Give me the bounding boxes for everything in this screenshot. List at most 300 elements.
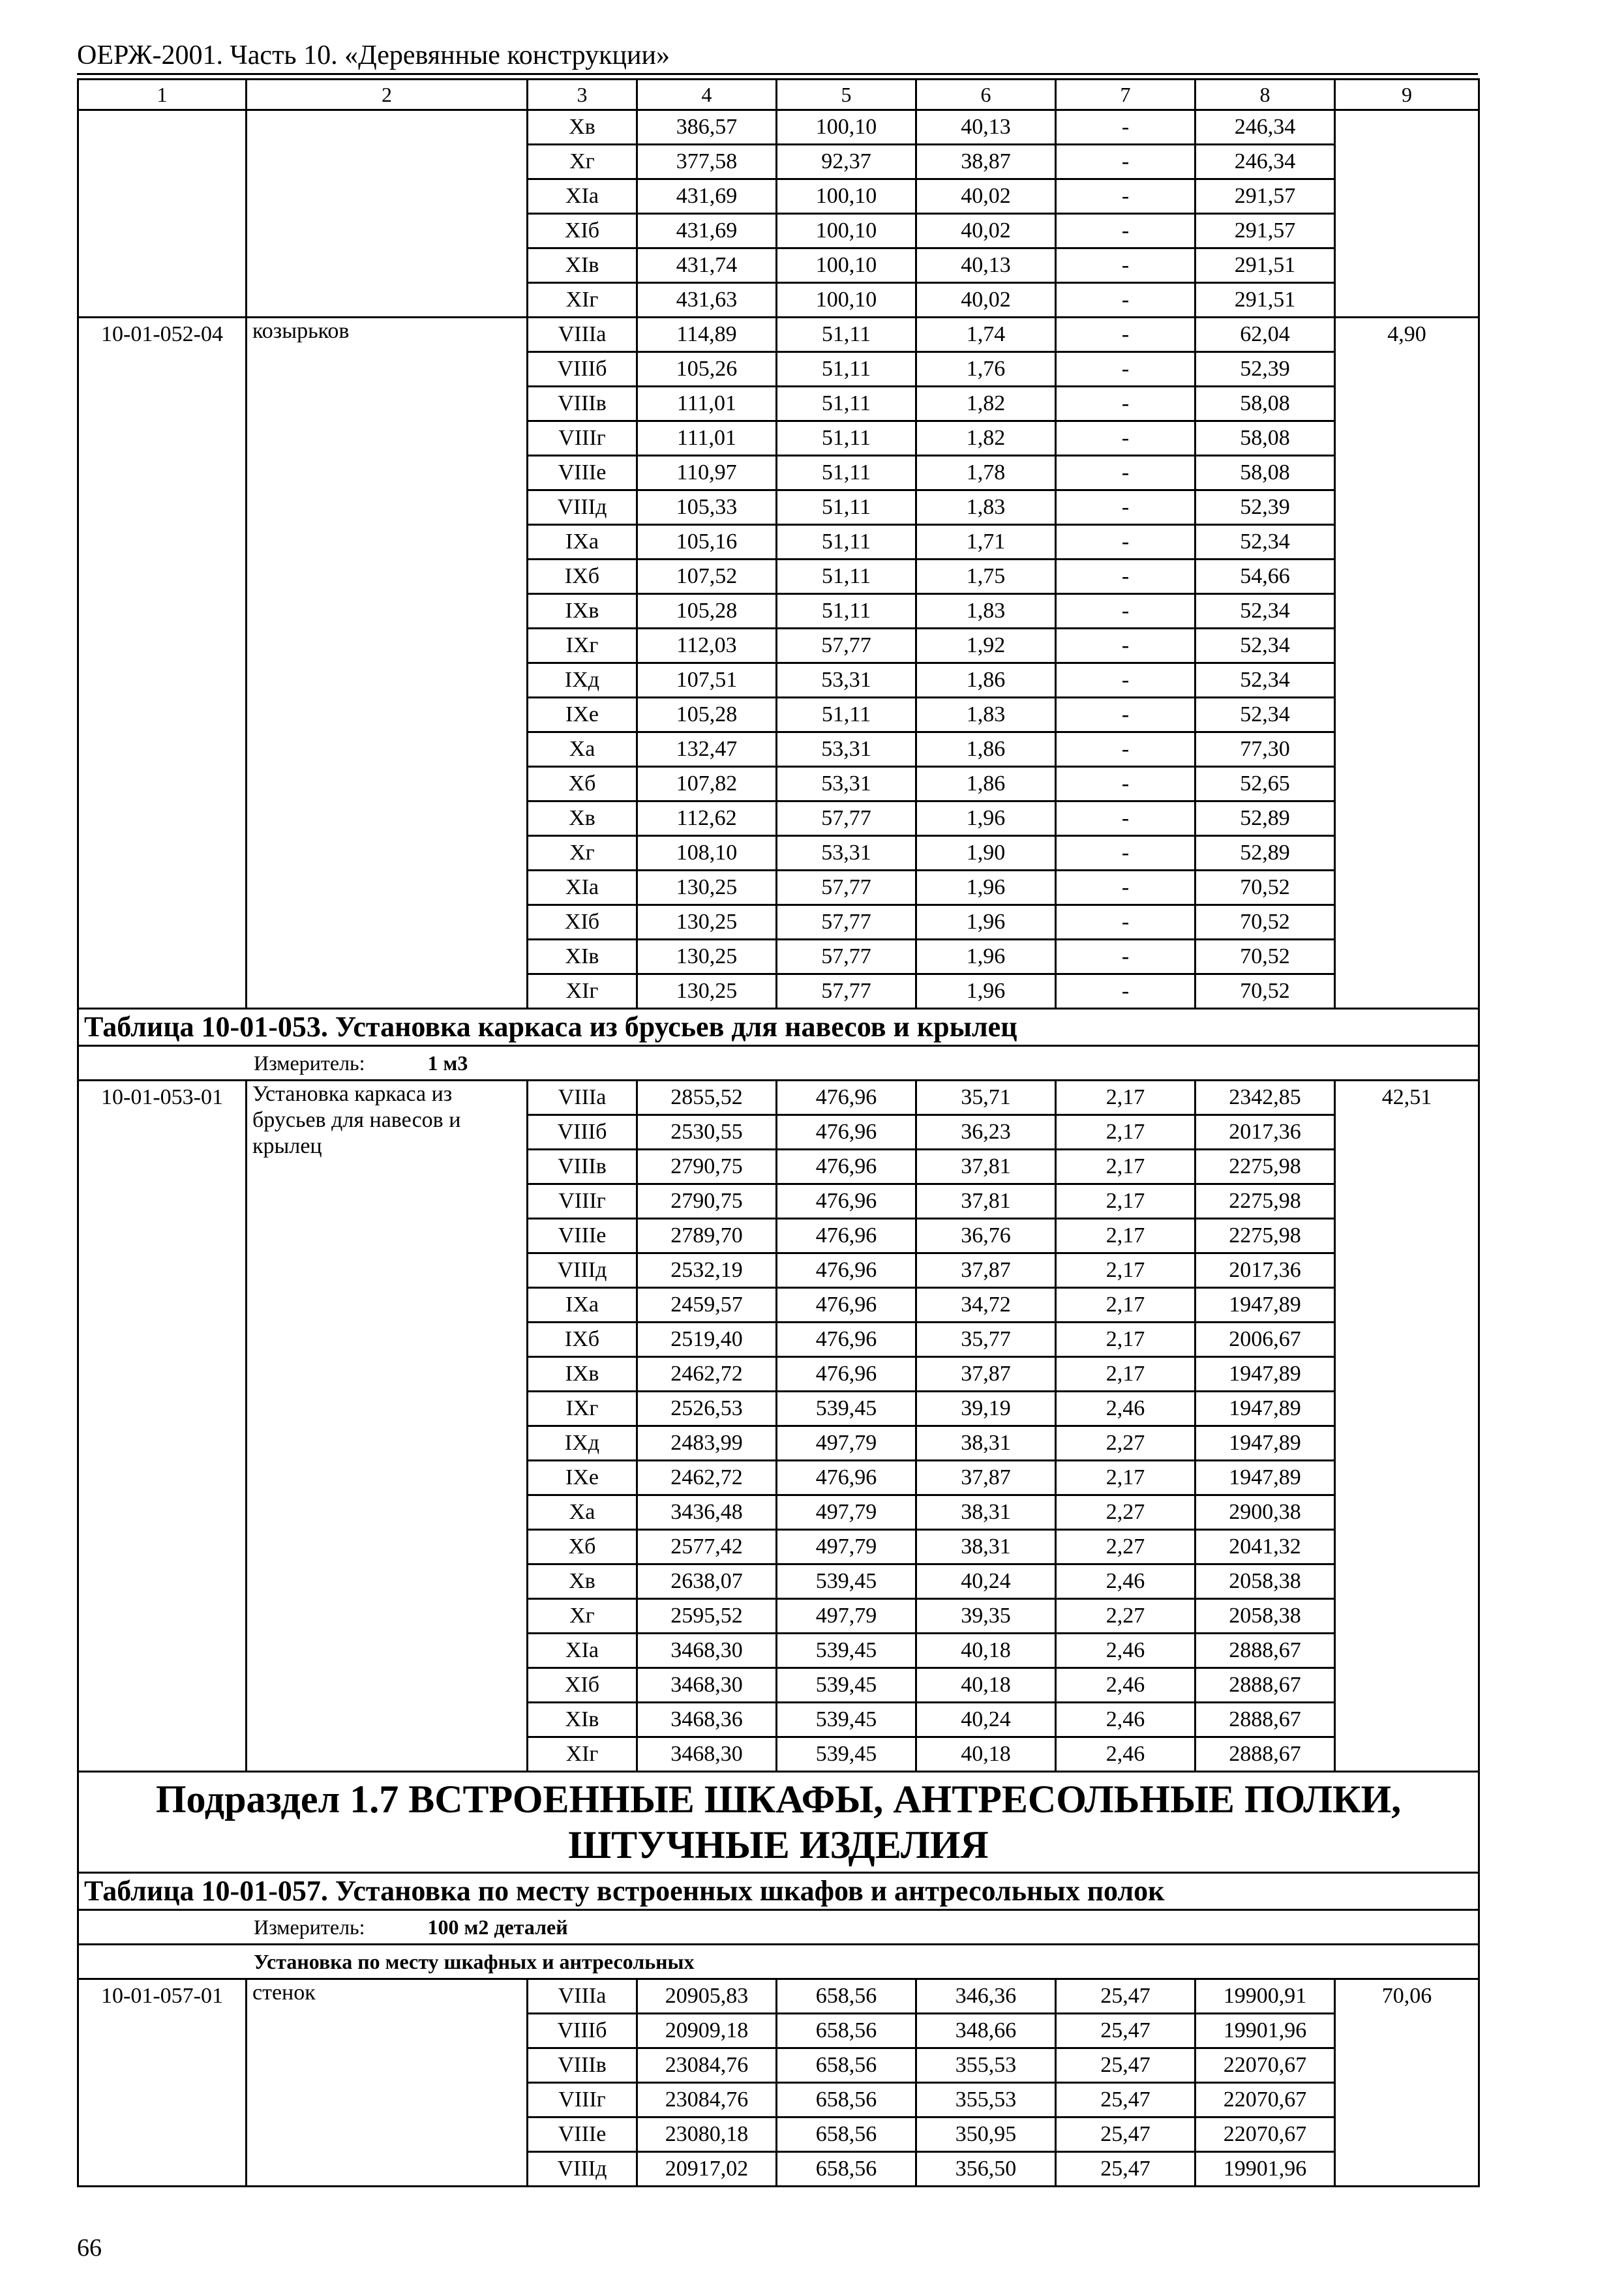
unit-label: Измеритель: (254, 1915, 365, 1939)
row-cell-8: 77,30 (1195, 732, 1335, 767)
row-cell-3: VIIIг (528, 421, 637, 456)
row-cell-5: 51,11 (777, 594, 916, 629)
row-cell-8: 58,08 (1195, 421, 1335, 456)
row-cell-3: Xг (528, 1599, 637, 1634)
row-cell-8: 2058,38 (1195, 1564, 1335, 1599)
row-cell-5: 658,56 (777, 2083, 916, 2117)
row-cell-8: 1947,89 (1195, 1426, 1335, 1461)
row-cell-5: 539,45 (777, 1703, 916, 1737)
row-cell-3: VIIIб (528, 2014, 637, 2048)
row-cell-7: 25,47 (1056, 2014, 1195, 2048)
row-cell-4: 130,25 (637, 940, 777, 974)
column-number: 8 (1195, 80, 1335, 110)
row-cell-5: 100,10 (777, 283, 916, 318)
row-cell-3: Xа (528, 732, 637, 767)
column-number: 5 (777, 80, 916, 110)
group-label-row (78, 1945, 1479, 1979)
row-cell-5: 57,77 (777, 801, 916, 836)
table-title: Таблица 10-01-057. Установка по месту встроенных шкафов и антресольных полок (84, 1875, 1165, 1907)
row-cell-5: 57,77 (777, 905, 916, 940)
row-cell-4: 130,25 (637, 871, 777, 905)
row-cell-5: 53,31 (777, 732, 916, 767)
work-name: козырьков (247, 318, 528, 1009)
row-cell-8: 2006,67 (1195, 1323, 1335, 1357)
row-cell-7: 2,27 (1056, 1495, 1195, 1530)
table-title-row-cell (78, 1009, 1479, 1046)
row-cell-3: IXг (528, 629, 637, 663)
table-row (78, 110, 1479, 145)
row-cell-3: XIб (528, 905, 637, 940)
work-name (247, 110, 528, 318)
row-cell-6: 38,31 (916, 1530, 1056, 1564)
row-cell-3: Xб (528, 767, 637, 801)
row-cell-6: 40,02 (916, 214, 1056, 248)
row-cell-5: 51,11 (777, 560, 916, 594)
row-cell-4: 20909,18 (637, 2014, 777, 2048)
row-cell-7: 2,17 (1056, 1288, 1195, 1323)
unit-value: 1 м3 (427, 1051, 468, 1075)
row-cell-5: 539,45 (777, 1737, 916, 1772)
row-cell-7: - (1056, 145, 1195, 179)
row-cell-6: 1,92 (916, 629, 1056, 663)
row-cell-6: 34,72 (916, 1288, 1056, 1323)
labor-index: 4,90 (1335, 318, 1479, 1009)
row-cell-4: 107,52 (637, 560, 777, 594)
row-cell-6: 37,81 (916, 1184, 1056, 1219)
row-cell-3: VIIIв (528, 1150, 637, 1184)
row-cell-5: 476,96 (777, 1357, 916, 1392)
row-cell-6: 348,66 (916, 2014, 1056, 2048)
row-cell-8: 2058,38 (1195, 1599, 1335, 1634)
row-cell-3: Xг (528, 145, 637, 179)
row-cell-8: 2888,67 (1195, 1703, 1335, 1737)
row-cell-4: 377,58 (637, 145, 777, 179)
row-cell-6: 37,87 (916, 1357, 1056, 1392)
row-cell-8: 1947,89 (1195, 1461, 1335, 1495)
row-cell-5: 497,79 (777, 1426, 916, 1461)
table-title-row (78, 1009, 1479, 1046)
row-cell-6: 1,96 (916, 940, 1056, 974)
table-row (78, 1979, 1479, 2014)
row-cell-3: VIIIа (528, 318, 637, 352)
row-cell-5: 100,10 (777, 110, 916, 145)
row-cell-5: 57,77 (777, 940, 916, 974)
row-cell-4: 2855,52 (637, 1081, 777, 1115)
row-cell-4: 2638,07 (637, 1564, 777, 1599)
row-cell-3: XIг (528, 1737, 637, 1772)
row-cell-7: 2,17 (1056, 1461, 1195, 1495)
row-cell-7: - (1056, 421, 1195, 456)
row-cell-8: 2900,38 (1195, 1495, 1335, 1530)
row-cell-3: Xб (528, 1530, 637, 1564)
row-cell-8: 2275,98 (1195, 1150, 1335, 1184)
row-cell-4: 20905,83 (637, 1979, 777, 2014)
rates-table (77, 78, 1480, 2187)
row-cell-8: 52,34 (1195, 525, 1335, 560)
column-numbers-row (78, 80, 1479, 110)
row-cell-7: 25,47 (1056, 2152, 1195, 2187)
column-number: 9 (1335, 80, 1479, 110)
row-cell-7: 2,17 (1056, 1323, 1195, 1357)
unit-value: 100 м2 деталей (427, 1915, 568, 1939)
table-row (78, 318, 1479, 352)
row-cell-8: 291,51 (1195, 248, 1335, 283)
row-cell-4: 3468,30 (637, 1668, 777, 1703)
column-number: 2 (247, 80, 528, 110)
row-cell-7: 2,27 (1056, 1426, 1195, 1461)
row-cell-7: - (1056, 905, 1195, 940)
row-cell-8: 52,39 (1195, 352, 1335, 387)
row-cell-3: IXб (528, 560, 637, 594)
row-cell-5: 53,31 (777, 836, 916, 871)
row-cell-5: 476,96 (777, 1115, 916, 1150)
row-cell-6: 1,78 (916, 456, 1056, 490)
row-cell-3: VIIIе (528, 456, 637, 490)
row-cell-4: 431,69 (637, 179, 777, 214)
row-cell-7: - (1056, 698, 1195, 732)
group-label: Установка по месту шкафных и антресольных (254, 1950, 695, 1973)
row-cell-6: 35,71 (916, 1081, 1056, 1115)
row-cell-4: 23084,76 (637, 2083, 777, 2117)
row-cell-5: 53,31 (777, 663, 916, 698)
row-cell-6: 1,96 (916, 905, 1056, 940)
row-cell-7: - (1056, 836, 1195, 871)
row-cell-7: 25,47 (1056, 2117, 1195, 2152)
row-cell-4: 3436,48 (637, 1495, 777, 1530)
row-cell-8: 54,66 (1195, 560, 1335, 594)
row-cell-6: 1,83 (916, 594, 1056, 629)
table-title: Таблица 10-01-053. Установка каркаса из брусьев для навесов и крылец (84, 1011, 1017, 1043)
row-cell-6: 1,96 (916, 871, 1056, 905)
row-cell-7: 2,27 (1056, 1599, 1195, 1634)
row-cell-6: 40,18 (916, 1737, 1056, 1772)
row-cell-7: - (1056, 318, 1195, 352)
row-cell-7: - (1056, 940, 1195, 974)
row-cell-6: 1,82 (916, 421, 1056, 456)
column-number: 4 (637, 80, 777, 110)
row-cell-6: 36,76 (916, 1219, 1056, 1253)
row-cell-8: 70,52 (1195, 940, 1335, 974)
row-cell-5: 476,96 (777, 1288, 916, 1323)
row-cell-5: 658,56 (777, 2048, 916, 2083)
row-cell-7: - (1056, 663, 1195, 698)
row-cell-5: 100,10 (777, 179, 916, 214)
row-cell-5: 539,45 (777, 1392, 916, 1426)
row-cell-7: - (1056, 283, 1195, 318)
row-cell-5: 497,79 (777, 1530, 916, 1564)
row-cell-6: 38,87 (916, 145, 1056, 179)
row-cell-4: 114,89 (637, 318, 777, 352)
row-cell-4: 132,47 (637, 732, 777, 767)
row-cell-3: VIIIд (528, 1253, 637, 1288)
row-cell-6: 40,24 (916, 1703, 1056, 1737)
row-cell-5: 51,11 (777, 387, 916, 421)
row-cell-6: 37,81 (916, 1150, 1056, 1184)
row-cell-8: 291,51 (1195, 283, 1335, 318)
row-cell-6: 350,95 (916, 2117, 1056, 2152)
rate-code: 10-01-057-01 (78, 1979, 247, 2187)
row-cell-7: - (1056, 387, 1195, 421)
row-cell-4: 108,10 (637, 836, 777, 871)
row-cell-8: 1947,89 (1195, 1357, 1335, 1392)
row-cell-3: XIб (528, 214, 637, 248)
column-number: 3 (528, 80, 637, 110)
row-cell-4: 431,74 (637, 248, 777, 283)
row-cell-4: 2530,55 (637, 1115, 777, 1150)
row-cell-7: 2,17 (1056, 1357, 1195, 1392)
row-cell-7: - (1056, 179, 1195, 214)
row-cell-7: 2,17 (1056, 1253, 1195, 1288)
table-body (78, 80, 1479, 2187)
row-cell-8: 52,34 (1195, 594, 1335, 629)
row-cell-4: 2519,40 (637, 1323, 777, 1357)
row-cell-3: XIг (528, 974, 637, 1009)
row-cell-3: IXе (528, 698, 637, 732)
row-cell-7: - (1056, 560, 1195, 594)
row-cell-8: 52,34 (1195, 629, 1335, 663)
row-cell-5: 476,96 (777, 1461, 916, 1495)
row-cell-3: IXе (528, 1461, 637, 1495)
row-cell-7: - (1056, 594, 1195, 629)
row-cell-7: 2,46 (1056, 1737, 1195, 1772)
row-cell-4: 105,28 (637, 594, 777, 629)
row-cell-8: 2888,67 (1195, 1634, 1335, 1668)
row-cell-6: 346,36 (916, 1979, 1056, 2014)
subsection-title-row-cell (78, 1772, 1479, 1873)
row-cell-7: 2,17 (1056, 1219, 1195, 1253)
row-cell-4: 2462,72 (637, 1357, 777, 1392)
row-cell-4: 105,16 (637, 525, 777, 560)
row-cell-8: 58,08 (1195, 456, 1335, 490)
row-cell-6: 356,50 (916, 2152, 1056, 2187)
row-cell-3: VIIIг (528, 1184, 637, 1219)
row-cell-7: - (1056, 525, 1195, 560)
row-cell-8: 2888,67 (1195, 1668, 1335, 1703)
row-cell-3: XIв (528, 940, 637, 974)
row-cell-8: 19901,96 (1195, 2152, 1335, 2187)
row-cell-8: 2275,98 (1195, 1184, 1335, 1219)
row-cell-4: 112,62 (637, 801, 777, 836)
row-cell-4: 20917,02 (637, 2152, 777, 2187)
row-cell-3: IXд (528, 663, 637, 698)
column-number: 1 (78, 80, 247, 110)
row-cell-5: 658,56 (777, 2014, 916, 2048)
row-cell-7: - (1056, 490, 1195, 525)
row-cell-6: 1,86 (916, 767, 1056, 801)
row-cell-6: 1,96 (916, 974, 1056, 1009)
unit-row (78, 1910, 1479, 1945)
row-cell-5: 51,11 (777, 490, 916, 525)
row-cell-6: 37,87 (916, 1461, 1056, 1495)
row-cell-8: 70,52 (1195, 974, 1335, 1009)
row-cell-4: 105,28 (637, 698, 777, 732)
row-cell-4: 23080,18 (637, 2117, 777, 2152)
row-cell-3: XIа (528, 871, 637, 905)
unit-row-cell (78, 1910, 1479, 1945)
row-cell-8: 22070,67 (1195, 2048, 1335, 2083)
row-cell-8: 58,08 (1195, 387, 1335, 421)
row-cell-4: 107,51 (637, 663, 777, 698)
row-cell-7: 2,27 (1056, 1530, 1195, 1564)
row-cell-8: 1947,89 (1195, 1288, 1335, 1323)
row-cell-5: 476,96 (777, 1253, 916, 1288)
row-cell-6: 1,71 (916, 525, 1056, 560)
row-cell-6: 1,74 (916, 318, 1056, 352)
row-cell-8: 1947,89 (1195, 1392, 1335, 1426)
row-cell-3: XIа (528, 1634, 637, 1668)
row-cell-7: 2,46 (1056, 1392, 1195, 1426)
row-cell-4: 2526,53 (637, 1392, 777, 1426)
page-number: 66 (77, 2234, 102, 2262)
row-cell-7: 25,47 (1056, 1979, 1195, 2014)
row-cell-6: 36,23 (916, 1115, 1056, 1150)
row-cell-7: - (1056, 871, 1195, 905)
row-cell-8: 22070,67 (1195, 2117, 1335, 2152)
row-cell-6: 37,87 (916, 1253, 1056, 1288)
row-cell-3: IXд (528, 1426, 637, 1461)
row-cell-7: - (1056, 110, 1195, 145)
row-cell-5: 100,10 (777, 214, 916, 248)
row-cell-4: 111,01 (637, 421, 777, 456)
row-cell-4: 3468,30 (637, 1634, 777, 1668)
row-cell-3: VIIIа (528, 1979, 637, 2014)
labor-index: 42,51 (1335, 1081, 1479, 1772)
row-cell-3: IXб (528, 1323, 637, 1357)
row-cell-4: 105,33 (637, 490, 777, 525)
rate-code: 10-01-053-01 (78, 1081, 247, 1772)
row-cell-4: 2483,99 (637, 1426, 777, 1461)
row-cell-7: 2,17 (1056, 1184, 1195, 1219)
row-cell-4: 2532,19 (637, 1253, 777, 1288)
row-cell-3: Xв (528, 110, 637, 145)
row-cell-8: 52,34 (1195, 698, 1335, 732)
row-cell-6: 1,83 (916, 698, 1056, 732)
row-cell-3: Xв (528, 801, 637, 836)
row-cell-4: 2462,72 (637, 1461, 777, 1495)
row-cell-7: 2,17 (1056, 1150, 1195, 1184)
row-cell-5: 51,11 (777, 698, 916, 732)
row-cell-6: 40,13 (916, 248, 1056, 283)
unit-row-cell (78, 1046, 1479, 1081)
row-cell-3: VIIIв (528, 387, 637, 421)
row-cell-4: 431,69 (637, 214, 777, 248)
row-cell-7: - (1056, 248, 1195, 283)
row-cell-8: 52,89 (1195, 836, 1335, 871)
row-cell-8: 2342,85 (1195, 1081, 1335, 1115)
row-cell-6: 1,96 (916, 801, 1056, 836)
row-cell-6: 40,18 (916, 1668, 1056, 1703)
work-name: Установка каркаса из брусьев для навесов и крылец (247, 1081, 528, 1772)
row-cell-3: VIIIб (528, 352, 637, 387)
row-cell-4: 2595,52 (637, 1599, 777, 1634)
row-cell-5: 51,11 (777, 456, 916, 490)
row-cell-4: 386,57 (637, 110, 777, 145)
row-cell-4: 2790,75 (637, 1184, 777, 1219)
row-cell-7: - (1056, 732, 1195, 767)
row-cell-3: XIа (528, 179, 637, 214)
row-cell-5: 51,11 (777, 525, 916, 560)
row-cell-5: 476,96 (777, 1150, 916, 1184)
row-cell-8: 52,65 (1195, 767, 1335, 801)
row-cell-7: 2,46 (1056, 1703, 1195, 1737)
row-cell-6: 355,53 (916, 2048, 1056, 2083)
row-cell-6: 1,86 (916, 663, 1056, 698)
row-cell-8: 52,89 (1195, 801, 1335, 836)
row-cell-5: 51,11 (777, 318, 916, 352)
row-cell-5: 51,11 (777, 352, 916, 387)
row-cell-4: 130,25 (637, 974, 777, 1009)
row-cell-3: VIIIв (528, 2048, 637, 2083)
row-cell-5: 476,96 (777, 1184, 916, 1219)
row-cell-8: 2275,98 (1195, 1219, 1335, 1253)
row-cell-6: 38,31 (916, 1426, 1056, 1461)
row-cell-5: 497,79 (777, 1599, 916, 1634)
row-cell-3: IXа (528, 525, 637, 560)
labor-index: 70,06 (1335, 1979, 1479, 2187)
table-title-row-cell (78, 1873, 1479, 1910)
row-cell-5: 476,96 (777, 1323, 916, 1357)
row-cell-6: 1,82 (916, 387, 1056, 421)
row-cell-3: VIIIе (528, 1219, 637, 1253)
row-cell-8: 291,57 (1195, 214, 1335, 248)
row-cell-6: 35,77 (916, 1323, 1056, 1357)
page-header: ОЕРЖ-2001. Часть 10. «Деревянные конструкции» (77, 40, 670, 70)
row-cell-6: 1,86 (916, 732, 1056, 767)
row-cell-8: 52,39 (1195, 490, 1335, 525)
row-cell-5: 92,37 (777, 145, 916, 179)
row-cell-5: 539,45 (777, 1634, 916, 1668)
row-cell-7: - (1056, 629, 1195, 663)
row-cell-3: IXв (528, 594, 637, 629)
row-cell-6: 1,90 (916, 836, 1056, 871)
row-cell-8: 2041,32 (1195, 1530, 1335, 1564)
row-cell-6: 38,31 (916, 1495, 1056, 1530)
row-cell-3: IXг (528, 1392, 637, 1426)
row-cell-6: 1,75 (916, 560, 1056, 594)
row-cell-6: 40,13 (916, 110, 1056, 145)
row-cell-5: 476,96 (777, 1219, 916, 1253)
unit-label: Измеритель: (254, 1051, 365, 1075)
row-cell-4: 2459,57 (637, 1288, 777, 1323)
row-cell-7: 25,47 (1056, 2048, 1195, 2083)
row-cell-5: 658,56 (777, 2117, 916, 2152)
row-cell-5: 539,45 (777, 1668, 916, 1703)
row-cell-8: 246,34 (1195, 145, 1335, 179)
work-name: стенок (247, 1979, 528, 2187)
row-cell-8: 246,34 (1195, 110, 1335, 145)
row-cell-4: 110,97 (637, 456, 777, 490)
row-cell-4: 2790,75 (637, 1150, 777, 1184)
subsection-title-row (78, 1772, 1479, 1873)
row-cell-8: 19900,91 (1195, 1979, 1335, 2014)
table-row (78, 1081, 1479, 1115)
row-cell-3: VIIIд (528, 2152, 637, 2187)
row-cell-3: XIб (528, 1668, 637, 1703)
row-cell-7: 2,17 (1056, 1081, 1195, 1115)
row-cell-5: 497,79 (777, 1495, 916, 1530)
rate-code: 10-01-052-04 (78, 318, 247, 1009)
row-cell-3: IXв (528, 1357, 637, 1392)
row-cell-8: 70,52 (1195, 905, 1335, 940)
row-cell-3: VIIIб (528, 1115, 637, 1150)
row-cell-6: 40,24 (916, 1564, 1056, 1599)
row-cell-6: 40,18 (916, 1634, 1056, 1668)
row-cell-7: - (1056, 456, 1195, 490)
column-number: 7 (1056, 80, 1195, 110)
row-cell-8: 2017,36 (1195, 1115, 1335, 1150)
row-cell-7: - (1056, 767, 1195, 801)
row-cell-3: VIIIа (528, 1081, 637, 1115)
